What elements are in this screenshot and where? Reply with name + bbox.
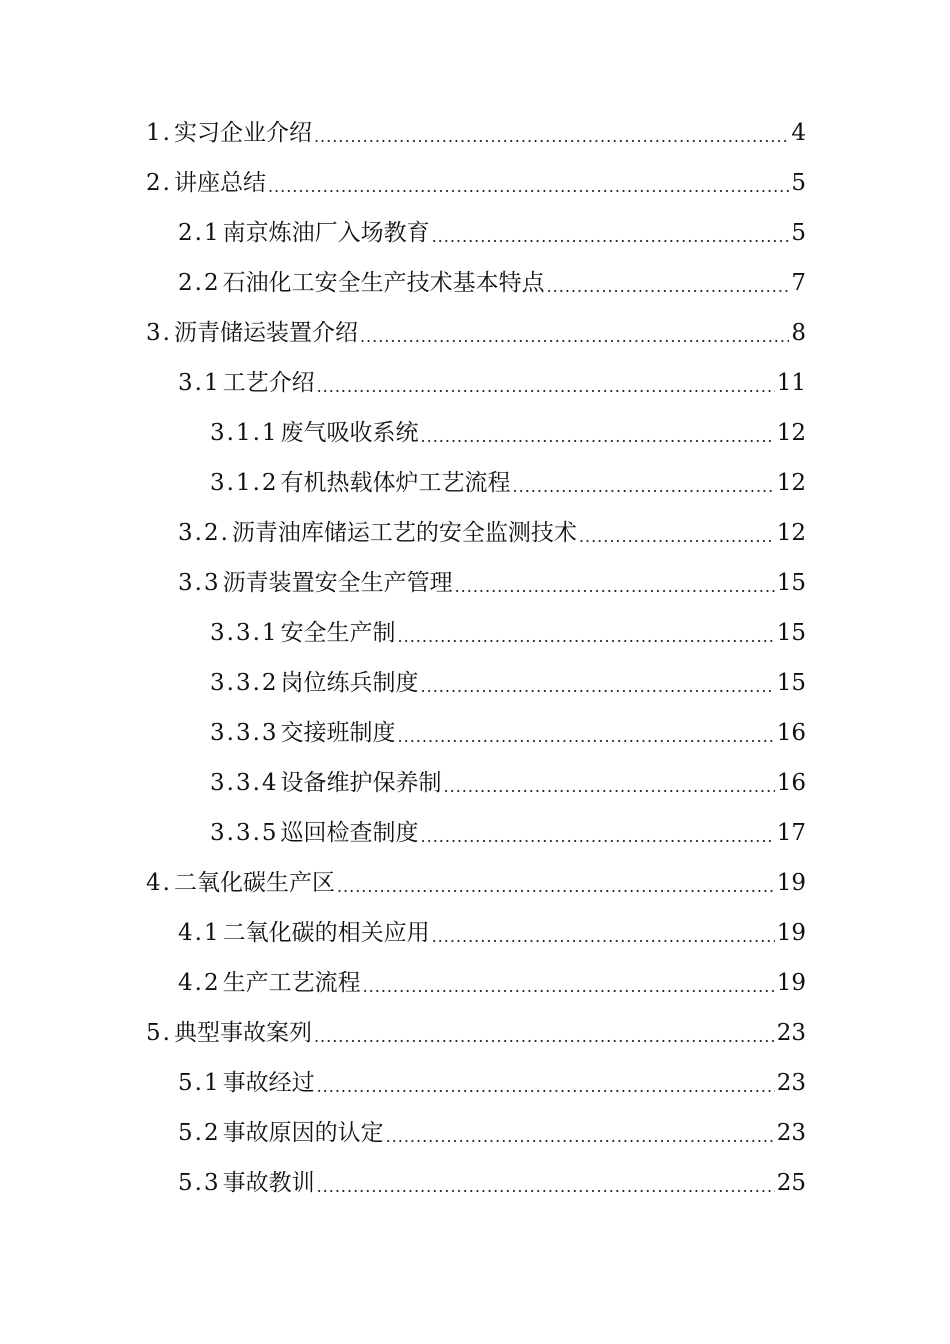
toc-entry-number: 3.1.1 xyxy=(210,420,279,446)
toc-entry-number: 2.2 xyxy=(178,270,221,296)
toc-entry-title: 巡回检查制度 xyxy=(280,820,419,846)
toc-entry-number: 5. xyxy=(146,1020,172,1046)
toc-entry-number: 5.2 xyxy=(178,1120,221,1146)
toc-entry-page: 23 xyxy=(776,1120,806,1146)
toc-entry-number: 3.3.5 xyxy=(210,820,279,846)
dot-leader xyxy=(314,1012,775,1062)
toc-entry[interactable] xyxy=(0,558,950,608)
dot-leader xyxy=(444,762,775,812)
toc-entry-title: 生产工艺流程 xyxy=(222,970,361,996)
toc-entry-title: 有机热载体炉工艺流程 xyxy=(280,470,511,496)
toc-entry[interactable] xyxy=(0,508,950,558)
toc-entry-title: 二氧化碳生产区 xyxy=(173,870,335,896)
toc-entry-page: 19 xyxy=(776,920,806,946)
toc-entry-page: 12 xyxy=(776,520,806,546)
toc-entry-number: 4. xyxy=(146,870,172,896)
toc-entry[interactable] xyxy=(0,858,950,908)
toc-entry-page: 12 xyxy=(776,470,806,496)
toc-entry-number: 3.2. xyxy=(178,520,230,546)
dot-leader xyxy=(421,812,775,862)
dot-leader xyxy=(547,262,790,312)
toc-entry-number: 3.3.2 xyxy=(210,670,279,696)
toc-entry-page: 12 xyxy=(776,420,806,446)
dot-leader xyxy=(513,462,775,512)
toc-entry[interactable] xyxy=(0,108,950,158)
toc-entry-page: 4 xyxy=(791,120,806,146)
toc-entry[interactable] xyxy=(0,908,950,958)
toc-entry-number: 3.3 xyxy=(178,570,221,596)
toc-entry[interactable] xyxy=(0,1058,950,1108)
dot-leader xyxy=(268,162,789,212)
toc-entry[interactable] xyxy=(0,308,950,358)
dot-leader xyxy=(360,312,789,362)
toc-entry-title: 石油化工安全生产技术基本特点 xyxy=(222,270,545,296)
toc-entry-title: 讲座总结 xyxy=(173,170,266,196)
toc-entry-title: 工艺介绍 xyxy=(222,370,315,396)
toc-entry-number: 3.3.4 xyxy=(210,770,279,796)
toc-entry-page: 15 xyxy=(776,670,806,696)
toc-entry-number: 3.3.3 xyxy=(210,720,279,746)
toc-entry-page: 19 xyxy=(776,870,806,896)
toc-entry[interactable] xyxy=(0,758,950,808)
toc-entry-page: 19 xyxy=(776,970,806,996)
toc-entry[interactable] xyxy=(0,958,950,1008)
dot-leader xyxy=(579,512,775,562)
toc-entry[interactable] xyxy=(0,1008,950,1058)
dot-leader xyxy=(432,212,790,262)
toc-entry-page: 16 xyxy=(776,770,806,796)
toc-entry-page: 25 xyxy=(776,1170,806,1196)
toc-entry-title: 废气吸收系统 xyxy=(280,420,419,446)
toc-entry-title: 事故经过 xyxy=(222,1070,315,1096)
toc-entry-title: 事故原因的认定 xyxy=(222,1120,384,1146)
toc-entry-title: 交接班制度 xyxy=(280,720,396,746)
dot-leader xyxy=(421,662,775,712)
toc-entry-number: 2.1 xyxy=(178,220,221,246)
toc-entry-number: 3.1 xyxy=(178,370,221,396)
toc-entry-page: 15 xyxy=(776,620,806,646)
toc-entry[interactable] xyxy=(0,1158,950,1208)
toc-entry-title: 沥青油库储运工艺的安全监测技术 xyxy=(231,520,577,546)
toc-entry-title: 沥青装置安全生产管理 xyxy=(222,570,453,596)
toc-entry-title: 典型事故案列 xyxy=(173,1020,312,1046)
dot-leader xyxy=(363,962,775,1012)
dot-leader xyxy=(317,1062,775,1112)
toc-entry-title: 设备维护保养制 xyxy=(280,770,442,796)
dot-leader xyxy=(398,612,775,662)
toc-entry[interactable] xyxy=(0,158,950,208)
toc-entry-title: 事故教训 xyxy=(222,1170,315,1196)
toc-entry[interactable] xyxy=(0,208,950,258)
toc-entry-number: 1. xyxy=(146,120,172,146)
dot-leader xyxy=(314,112,789,162)
toc-entry[interactable] xyxy=(0,1108,950,1158)
toc-entry-number: 3. xyxy=(146,320,172,346)
toc-entry[interactable] xyxy=(0,608,950,658)
dot-leader xyxy=(421,412,775,462)
toc-entry-title: 二氧化碳的相关应用 xyxy=(222,920,430,946)
toc-entry-page: 8 xyxy=(791,320,806,346)
toc-entry-number: 4.2 xyxy=(178,970,221,996)
toc-entry-number: 3.3.1 xyxy=(210,620,279,646)
toc-entry-title: 安全生产制 xyxy=(280,620,396,646)
table-of-contents xyxy=(0,108,950,1208)
toc-entry-number: 2. xyxy=(146,170,172,196)
toc-entry-title: 实习企业介绍 xyxy=(173,120,312,146)
toc-entry-number: 5.3 xyxy=(178,1170,221,1196)
dot-leader xyxy=(337,862,775,912)
toc-entry[interactable] xyxy=(0,458,950,508)
toc-entry-page: 23 xyxy=(776,1020,806,1046)
toc-entry-page: 5 xyxy=(791,170,806,196)
toc-entry[interactable] xyxy=(0,708,950,758)
toc-entry-page: 17 xyxy=(776,820,806,846)
toc-entry-number: 4.1 xyxy=(178,920,221,946)
toc-entry[interactable] xyxy=(0,808,950,858)
toc-entry-page: 7 xyxy=(791,270,806,296)
dot-leader xyxy=(317,1162,775,1212)
dot-leader xyxy=(386,1112,775,1162)
toc-entry-number: 5.1 xyxy=(178,1070,221,1096)
dot-leader xyxy=(398,712,775,762)
toc-entry[interactable] xyxy=(0,358,950,408)
dot-leader xyxy=(432,912,775,962)
toc-entry[interactable] xyxy=(0,658,950,708)
toc-entry-page: 11 xyxy=(776,370,806,396)
toc-entry-page: 16 xyxy=(776,720,806,746)
toc-entry-page: 15 xyxy=(776,570,806,596)
toc-entry-title: 南京炼油厂入场教育 xyxy=(222,220,430,246)
toc-entry-number: 3.1.2 xyxy=(210,470,279,496)
dot-leader xyxy=(317,362,775,412)
toc-entry-title: 沥青储运装置介绍 xyxy=(173,320,358,346)
toc-entry[interactable] xyxy=(0,408,950,458)
toc-entry[interactable] xyxy=(0,258,950,308)
toc-entry-page: 23 xyxy=(776,1070,806,1096)
dot-leader xyxy=(455,562,775,612)
toc-entry-title: 岗位练兵制度 xyxy=(280,670,419,696)
toc-entry-page: 5 xyxy=(791,220,806,246)
